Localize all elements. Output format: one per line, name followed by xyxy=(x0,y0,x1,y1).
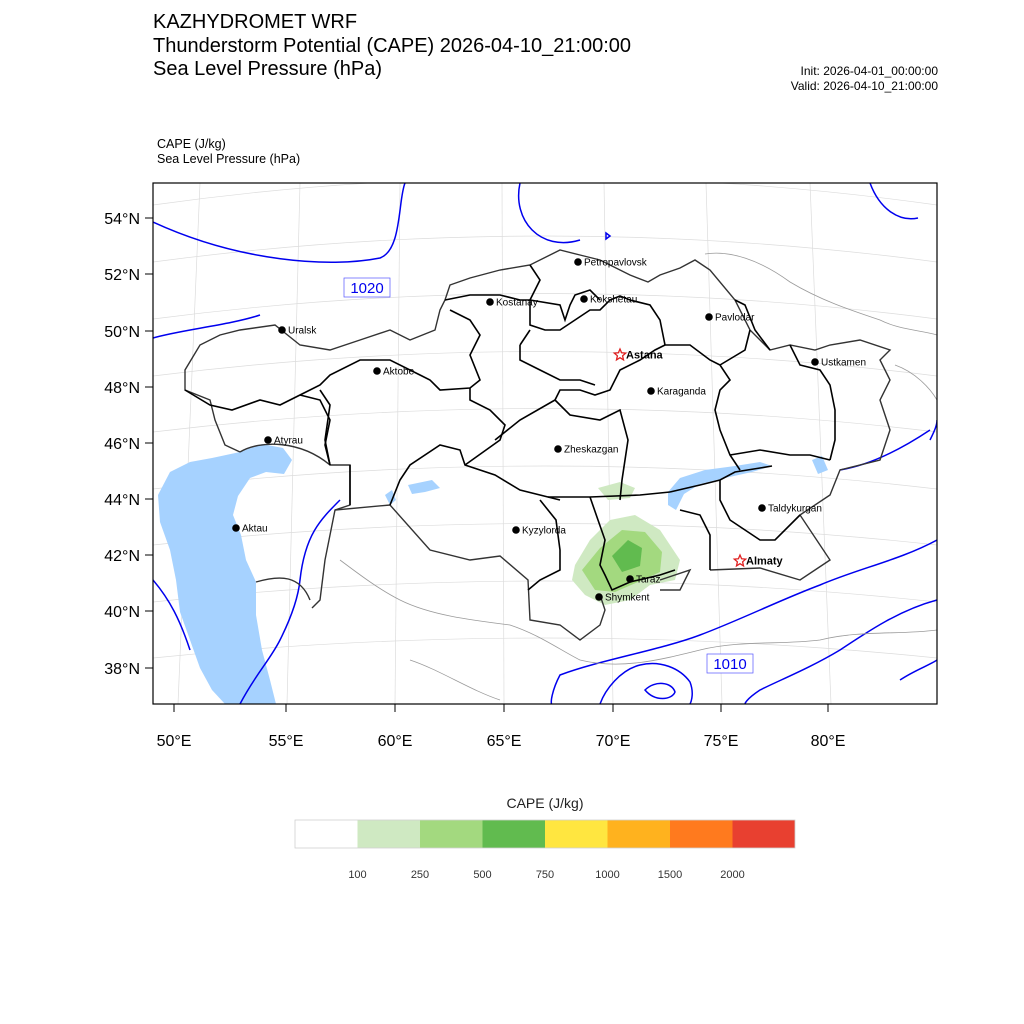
city-label-kokshetau: Kokshetau xyxy=(590,294,638,306)
city-dot-kostanay xyxy=(486,298,494,306)
colorbar-label-750: 750 xyxy=(535,869,555,881)
lat-tick-40: 40°N xyxy=(104,604,140,621)
field-label-slp: Sea Level Pressure (hPa) xyxy=(157,152,301,166)
city-label-kostanay: Kostanay xyxy=(496,297,538,309)
colorbar-swatch-1 xyxy=(358,820,421,848)
city-label-petropavlovsk: Petropavlovsk xyxy=(584,257,647,269)
valid-time: Valid: 2026-04-10_21:00:00 xyxy=(790,79,938,93)
colorbar-label-100: 100 xyxy=(348,869,367,881)
colorbar-label-250: 250 xyxy=(410,869,430,881)
colorbar xyxy=(295,820,795,881)
lat-tick-46: 46°N xyxy=(104,436,140,453)
colorbar-label-1000: 1000 xyxy=(595,869,620,881)
city-dot-zheskazgan xyxy=(554,445,562,453)
init-time: Init: 2026-04-01_00:00:00 xyxy=(800,64,938,78)
lat-tick-44: 44°N xyxy=(104,492,140,509)
isobar-label-1020: 1020 xyxy=(350,280,384,297)
colorbar-label-1500: 1500 xyxy=(657,869,683,881)
lon-tick-70: 70°E xyxy=(595,733,631,750)
isobar-label-1010: 1010 xyxy=(713,656,747,673)
colorbar-title: CAPE (J/kg) xyxy=(506,795,584,811)
city-label-almaty: Almaty xyxy=(746,555,783,568)
colorbar-swatch-3 xyxy=(483,820,546,848)
colorbar-swatch-4 xyxy=(545,820,608,848)
city-label-taldykurgan: Taldykurgan xyxy=(768,503,822,515)
city-dot-aktau xyxy=(232,524,240,532)
lon-tick-80: 80°E xyxy=(810,733,846,750)
lon-tick-50: 50°E xyxy=(156,733,192,750)
city-label-kyzylorda: Kyzylorda xyxy=(522,525,566,537)
city-dot-taraz xyxy=(626,575,634,583)
city-label-astana: Astana xyxy=(626,349,663,362)
lat-tick-50: 50°N xyxy=(104,324,140,341)
city-label-ustkamen: Ustkamen xyxy=(821,357,867,369)
city-dot-atyrau xyxy=(264,436,272,444)
colorbar-swatch-5 xyxy=(608,820,671,848)
city-dot-petropavlovsk xyxy=(574,258,582,266)
colorbar-swatch-6 xyxy=(670,820,733,848)
lat-tick-54: 54°N xyxy=(104,211,140,228)
city-dot-kyzylorda xyxy=(512,526,520,534)
colorbar-swatch-2 xyxy=(420,820,483,848)
lat-tick-38: 38°N xyxy=(104,661,140,678)
city-label-uralsk: Uralsk xyxy=(288,325,317,337)
title-line-3: Sea Level Pressure (hPa) xyxy=(153,58,383,80)
city-dot-shymkent xyxy=(595,593,603,601)
city-dot-aktobe xyxy=(373,367,381,375)
city-dot-taldykurgan xyxy=(758,504,766,512)
city-dot-uralsk xyxy=(278,326,286,334)
title-line-1: KAZHYDROMET WRF xyxy=(153,11,358,33)
colorbar-label-2000: 2000 xyxy=(720,869,745,881)
colorbar-swatch-7 xyxy=(733,820,796,848)
city-label-atyrau: Atyrau xyxy=(274,435,303,447)
lon-tick-65: 65°E xyxy=(486,733,522,750)
city-label-zheskazgan: Zheskazgan xyxy=(564,444,619,456)
lat-tick-42: 42°N xyxy=(104,548,140,565)
lon-tick-55: 55°E xyxy=(268,733,304,750)
lat-tick-48: 48°N xyxy=(104,380,140,397)
city-label-aktau: Aktau xyxy=(242,523,268,535)
city-label-shymkent: Shymkent xyxy=(605,592,650,604)
city-dot-pavlodar xyxy=(705,313,713,321)
city-dot-kokshetau xyxy=(580,295,588,303)
lon-tick-60: 60°E xyxy=(377,733,413,750)
city-dot-ustkamen xyxy=(811,358,819,366)
city-label-karaganda: Karaganda xyxy=(657,386,706,398)
city-label-taraz: Taraz xyxy=(636,574,661,586)
city-dot-karaganda xyxy=(647,387,655,395)
title-line-2: Thunderstorm Potential (CAPE) 2026-04-10_21:00:00 xyxy=(153,35,632,57)
colorbar-label-500: 500 xyxy=(473,869,492,881)
lat-tick-52: 52°N xyxy=(104,267,140,284)
colorbar-swatch-0 xyxy=(295,820,358,848)
city-label-pavlodar: Pavlodar xyxy=(715,312,755,324)
city-label-aktobe: Aktobe xyxy=(383,366,415,378)
lon-tick-75: 75°E xyxy=(703,733,739,750)
field-label-cape: CAPE (J/kg) xyxy=(157,137,226,151)
